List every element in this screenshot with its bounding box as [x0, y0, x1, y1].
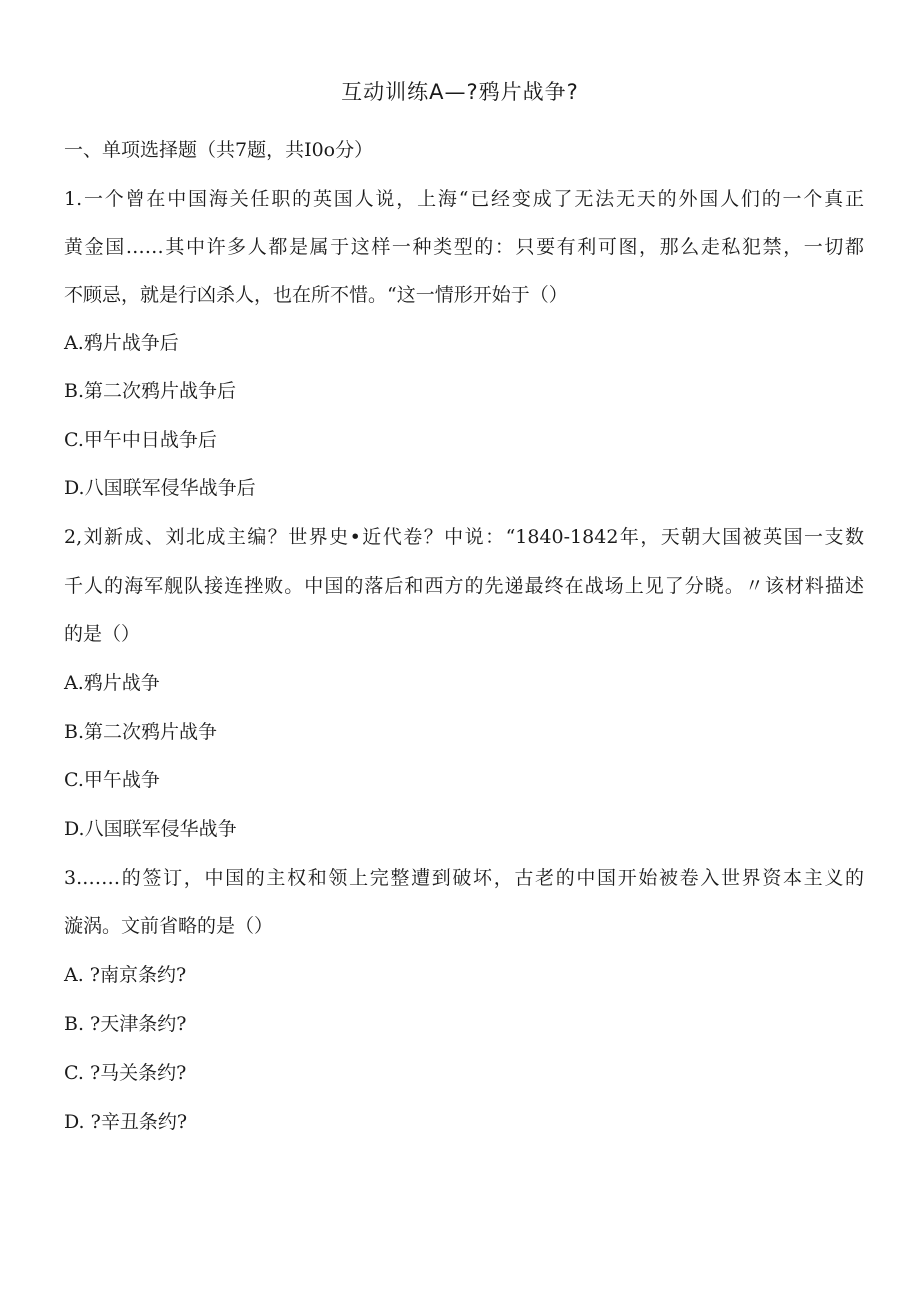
- q1-text-line-3: 不顾忌，就是行凶杀人，也在所不惜。“这一情形开始于（）: [64, 284, 568, 306]
- q1-option-d: D.八国联军侵华战争后: [64, 477, 256, 499]
- q2-text-line-1: 2,刘新成、刘北成主编？世界史•近代卷？中说：“1840-1842年，天朝大国被英国一支数: [64, 526, 864, 548]
- q1-option-a: A.鸦片战争后: [64, 332, 179, 354]
- section-heading: 一、单项选择题（共7题，共I0o分）: [64, 139, 374, 161]
- document-title: 互动训练A—?鸦片战争?: [341, 80, 579, 104]
- q2-option-a: A.鸦片战争: [64, 672, 160, 694]
- q2-option-d: D.八国联军侵华战争: [64, 818, 237, 840]
- q1-option-b: B.第二次鸦片战争后: [64, 380, 237, 402]
- q3-option-a: A. ?南京条约?: [64, 964, 187, 986]
- q2-text-line-2: 千人的海军舰队接连挫败。中国的落后和西方的先递最终在战场上见了分晓。〃该材料描述: [64, 575, 864, 597]
- q2-text-line-3: 的是（）: [64, 623, 141, 645]
- q1-text-line-1: 1.一个曾在中国海关任职的英国人说，上海“已经变成了无法无天的外国人们的一个真正: [64, 188, 864, 210]
- q3-option-c: C. ?马关条约?: [64, 1062, 187, 1084]
- q3-text-line-2: 漩涡。文前省略的是（）: [64, 915, 274, 937]
- q3-option-b: B. ?天津条约?: [64, 1013, 187, 1035]
- q2-option-c: C.甲午战争: [64, 769, 160, 791]
- q3-text-line-1: 3.……的签订，中国的主权和领上完整遭到破坏，古老的中国开始被卷入世界资本主义的: [64, 867, 864, 889]
- q3-option-d: D. ?辛丑条约?: [64, 1111, 188, 1133]
- q2-option-b: B.第二次鸦片战争: [64, 721, 218, 743]
- q1-option-c: C.甲午中日战争后: [64, 429, 217, 451]
- q1-text-line-2: 黄金国……其中许多人都是属于这样一种类型的：只要有利可图，那么走私犯禁，一切都: [64, 236, 864, 258]
